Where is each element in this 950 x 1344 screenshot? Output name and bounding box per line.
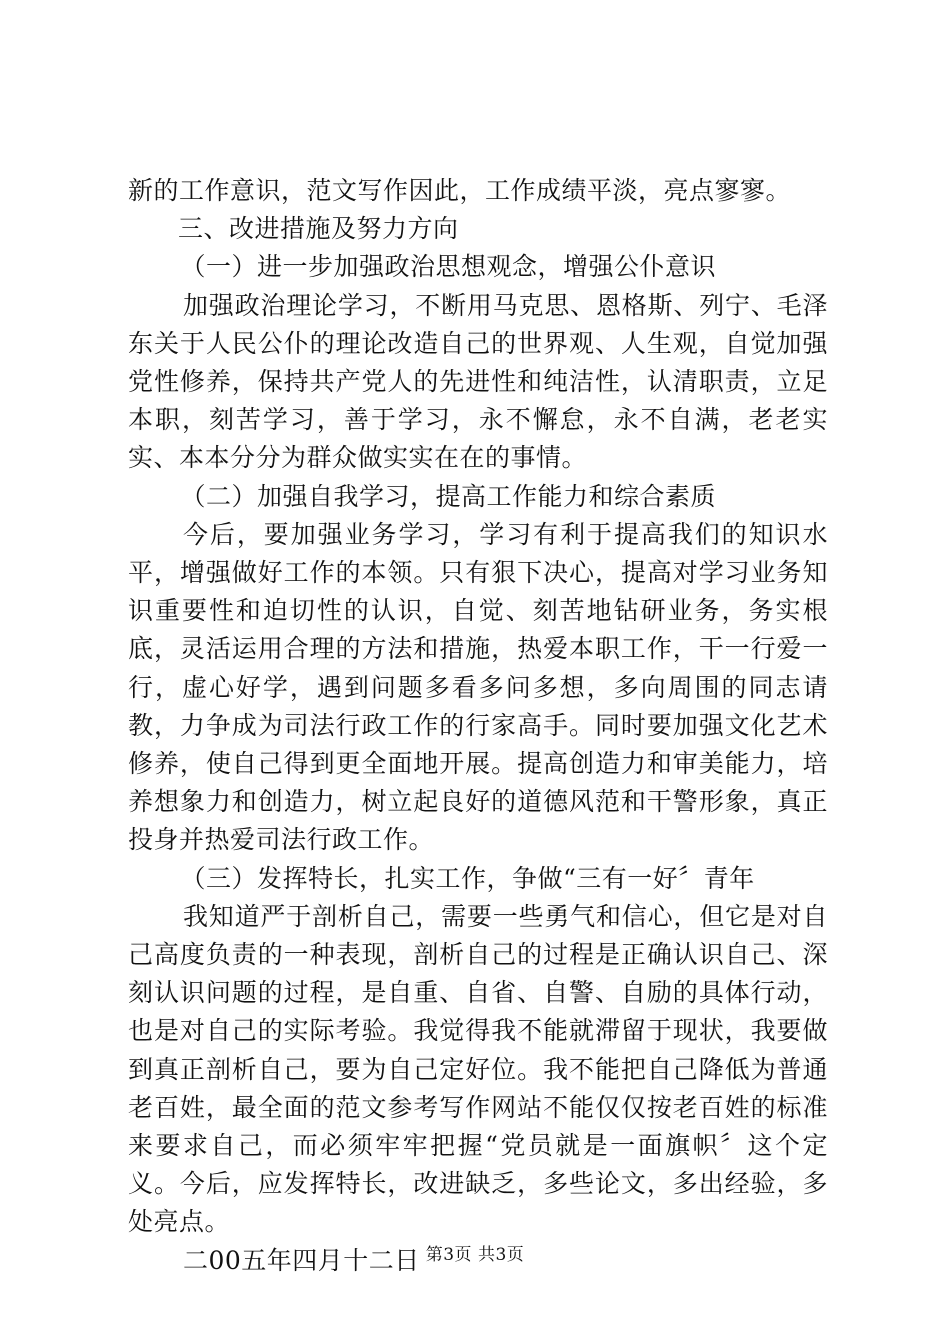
page-number-footer: 第3页 共3页 [425, 1245, 525, 1265]
section-heading-improvement: 三、改进措施及努力方向 [178, 214, 459, 244]
subheading-1: （一）进一步加强政治思想观念，增强公仆意识 [180, 252, 717, 282]
document-date: 二00五年四月十二日 [183, 1245, 420, 1275]
subheading-2: （二）加强自我学习，提高工作能力和综合素质 [180, 481, 717, 511]
paragraph-self-analysis: 我知道严于剖析自己，需要一些勇气和信心，但它是对自己高度负责的一种表现，剖析自己的过程是正确认识自己、深刻认识问题的过程，是自重、自省、自警、自励的具体行动，也是对自己的实际考验。我觉得我不能就滞留于现状，我要做到真正剖析自己，要为自己定好位。我不能把自己降低为普通老百姓，最全面的范文参考写作网站不能仅仅按老百姓的标准来要求自己，而必须牢牢把握“党员就是一面旗帜〞这个定义。今后，应发挥特长，改进缺乏，多些论文，多出经验，多处亮点。 [128, 901, 828, 1237]
paragraph-continuation: 新的工作意识，范文写作因此，工作成绩平淡，亮点寥寥。 [128, 176, 792, 205]
subheading-3: （三）发挥特长，扎实工作，争做“三有一好〞青年 [180, 863, 755, 893]
document-body [128, 172, 828, 1280]
paragraph-political-study: 加强政治理论学习，不断用马克思、恩格斯、列宁、毛泽东关于人民公仆的理论改造自己的世界观、人生观，自觉加强党性修养，保持共产党人的先进性和纯洁性，认清职责，立足本职，刻苦学习，善于学习，永不懈怠，永不自满，老老实实、本本分分为群众做实实在在的事情。 [128, 290, 828, 473]
paragraph-self-study: 今后，要加强业务学习，学习有利于提高我们的知识水平，增强做好工作的本领。只有狠下决心，提高对学习业务知识重要性和迫切性的认识，自觉、刻苦地钻研业务，务实根底，灵活运用合理的方法和措施，热爱本职工作，干一行爱一行，虚心好学，遇到问题多看多问多想，多向周围的同志请教，力争成为司法行政工作的行家高手。同时要加强文化艺术修养，使自己得到更全面地开展。提高创造力和审美能力，培养想象力和创造力，树立起良好的道德风范和干警形象，真正投身并热爱司法行政工作。 [128, 519, 828, 855]
